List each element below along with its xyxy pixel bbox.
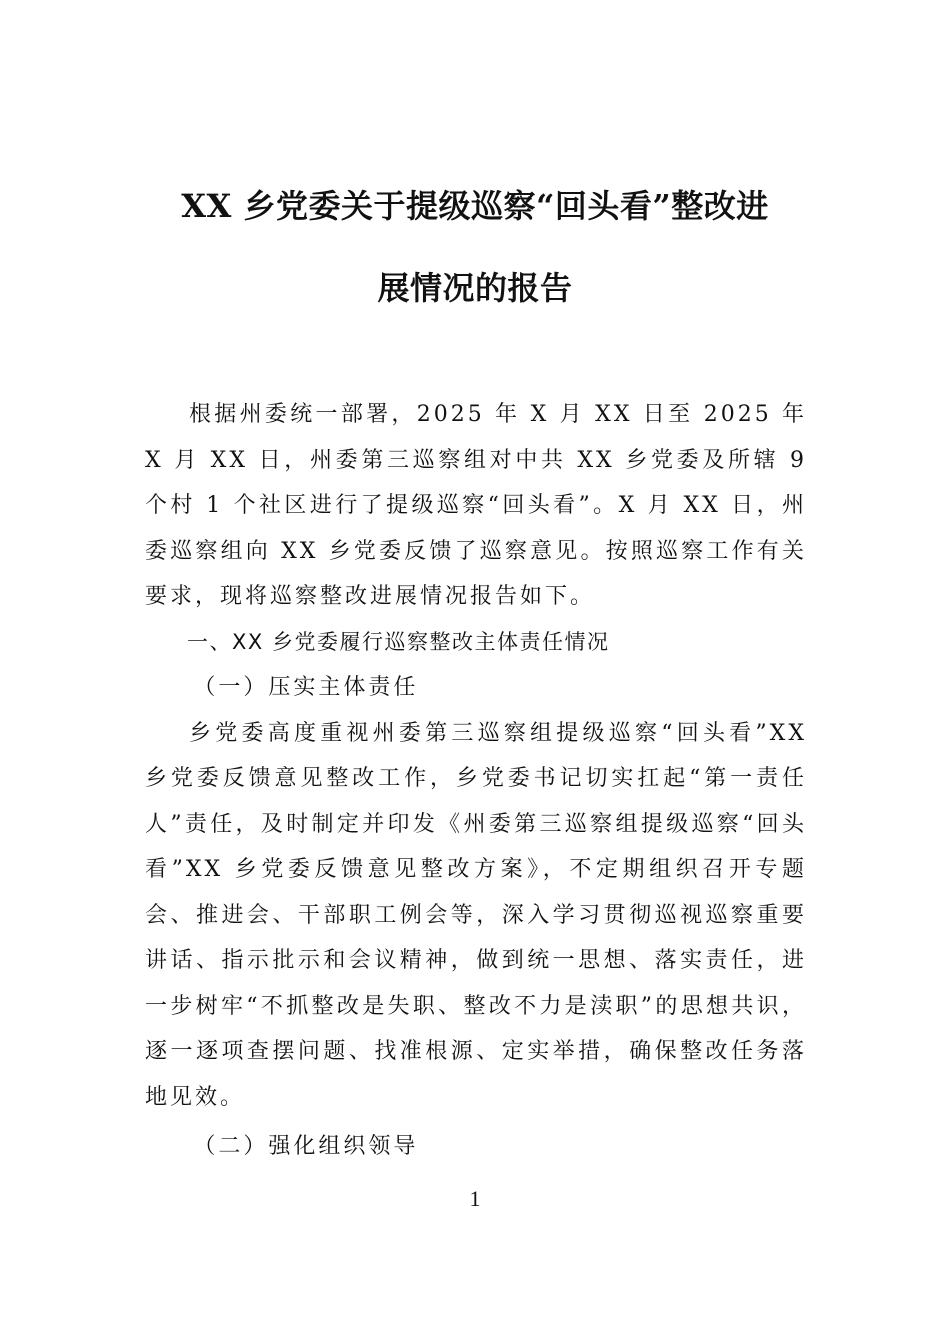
intro-paragraph: 根据州委统一部署，2025 年 X 月 XX 日至 2025 年 X 月 XX 日，州委第三巡察组对中共 XX 乡党委及所辖 9 个村 1 个社区进行了提级巡察“回头看”。X 月 XX 日，州委巡察组向 XX 乡党委反馈了巡察意见。按照巡察工作有关要求，现将巡察整改进展情况报告如下。 [145, 402, 807, 609]
title-line-2: 展情况的报告 [377, 269, 573, 307]
subsection-heading-1: （一）压实主体责任 [193, 675, 419, 700]
page-number: 1 [469, 1186, 481, 1211]
subsection-1-paragraph: 乡党委高度重视州委第三巡察组提级巡察“回头看”XX 乡党委反馈意见整改工作，乡党委书记切实扛起“第一责任人”责任，及时制定并印发《州委第三巡察组提级巡察“回头看”XX 乡党委反馈意见整改方案》，不定期组织召开专题会、推进会、干部职工例会等，深入学习贯彻巡视巡察重要讲话、指示批示和会议精神，做到统一思想、落实责任，进一步树牢“不抓整改是失职、整改不力是渎职”的思想共识，逐一逐项查摆问题、找准根源、定实举措，确保整改任务落地见效。 [145, 720, 807, 1110]
document-title [120, 165, 830, 329]
document-body [145, 392, 807, 1170]
subsection-heading-2: （二）强化组织领导 [193, 1134, 419, 1159]
title-line-1: XX 乡党委关于提级巡察“回头看”整改进 [181, 187, 769, 225]
section-heading: 一、XX 乡党委履行巡察整改主体责任情况 [187, 629, 610, 654]
